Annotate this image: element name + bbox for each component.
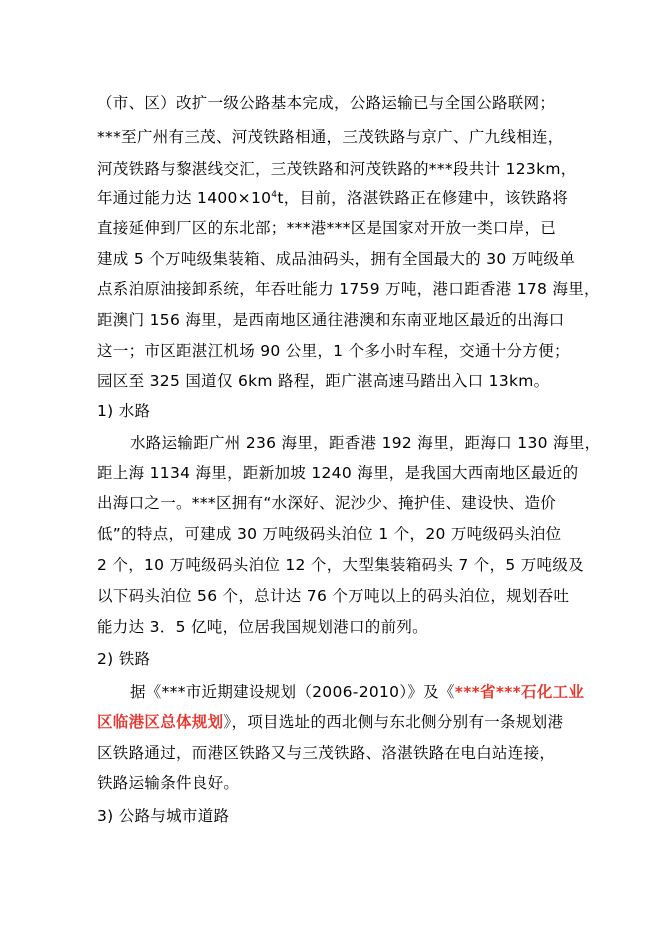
paragraph2-line2: 距上海 1134 海里，距新加坡 1240 海里，是我国大西南地区最近的 bbox=[97, 464, 579, 482]
paragraph1-line9: 这一；市区距湛江机场 90 公里，1 个多小时车程，交通十分方便； bbox=[97, 342, 570, 360]
paragraph2-line4: 低”的特点，可建成 30 万吨级码头泊位 1 个，20 万吨级码头泊位 bbox=[97, 525, 562, 543]
capacity-exponent: 4 bbox=[271, 189, 278, 200]
highlighted-plan-title-part1: ***省***石化工业 bbox=[454, 683, 585, 701]
heading-water-transport: 1) 水路 bbox=[97, 402, 151, 420]
paragraph1-line2: ***至广州有三茂、河茂铁路相通，三茂铁路与京广、广九线相连， bbox=[97, 128, 564, 146]
paragraph3-line3: 区铁路通过，而港区铁路又与三茂铁路、洛湛铁路在电白站连接， bbox=[97, 744, 556, 762]
paragraph1-line8: 距澳门 156 海里，是西南地区通往港澳和东南亚地区最近的出海口 bbox=[97, 311, 565, 329]
heading-railway: 2) 铁路 bbox=[97, 650, 151, 668]
paragraph2-line7: 能力达 3．5 亿吨，位居我国规划港口的前列。 bbox=[97, 618, 428, 636]
paragraph1-line3: 河茂铁路与黎湛线交汇，三茂铁路和河茂铁路的***段共计 123km， bbox=[97, 160, 577, 178]
plan-citation-rest: 》，项目选址的西北侧与东北侧分别有一条规划港 bbox=[223, 713, 564, 731]
plan-citation-text: 据《***市近期建设规划（2006-2010）》及《 bbox=[130, 683, 455, 701]
paragraph2-line1: 水路运输距广州 236 海里，距香港 192 海里，距海口 130 海里， bbox=[130, 434, 601, 452]
paragraph3-line1 bbox=[130, 681, 584, 703]
heading-road-and-city-streets: 3) 公路与城市道路 bbox=[97, 807, 230, 825]
paragraph1-line7: 点系泊原油接卸系统，年吞吐能力 1759 万吨，港口距香港 178 海里， bbox=[97, 280, 600, 298]
paragraph1-line1: （市、区）改扩一级公路基本完成，公路运输已与全国公路联网； bbox=[97, 94, 556, 112]
capacity-text: 年通过能力达 1400×10 bbox=[97, 189, 272, 207]
paragraph3-line2 bbox=[97, 711, 563, 733]
paragraph1-line10: 园区至 325 国道仅 6km 路程，距广湛高速马踏出入口 13km。 bbox=[97, 372, 550, 390]
paragraph3-line4: 铁路运输条件良好。 bbox=[97, 774, 240, 792]
highlighted-plan-title-part2: 区临港区总体规划 bbox=[97, 713, 224, 731]
capacity-rest: t，目前，洛湛铁路正在修建中，该铁路将 bbox=[277, 189, 569, 207]
paragraph1-line4 bbox=[97, 187, 568, 209]
paragraph2-line3: 出海口之一。***区拥有“水深好、泥沙少、掩护佳、建设快、造价 bbox=[97, 494, 557, 512]
paragraph2-line6: 以下码头泊位 56 个，总计达 76 个万吨以上的码头泊位，规划吞吐 bbox=[97, 587, 570, 605]
paragraph1-line6: 建成 5 个万吨级集装箱、成品油码头，拥有全国最大的 30 万吨级单 bbox=[97, 250, 575, 268]
paragraph2-line5: 2 个，10 万吨级码头泊位 12 个，大型集装箱码头 7 个，5 万吨级及 bbox=[97, 556, 584, 574]
paragraph1-line5: 直接延伸到厂区的东北部；***港***区是国家对开放一类口岸，已 bbox=[97, 219, 557, 237]
